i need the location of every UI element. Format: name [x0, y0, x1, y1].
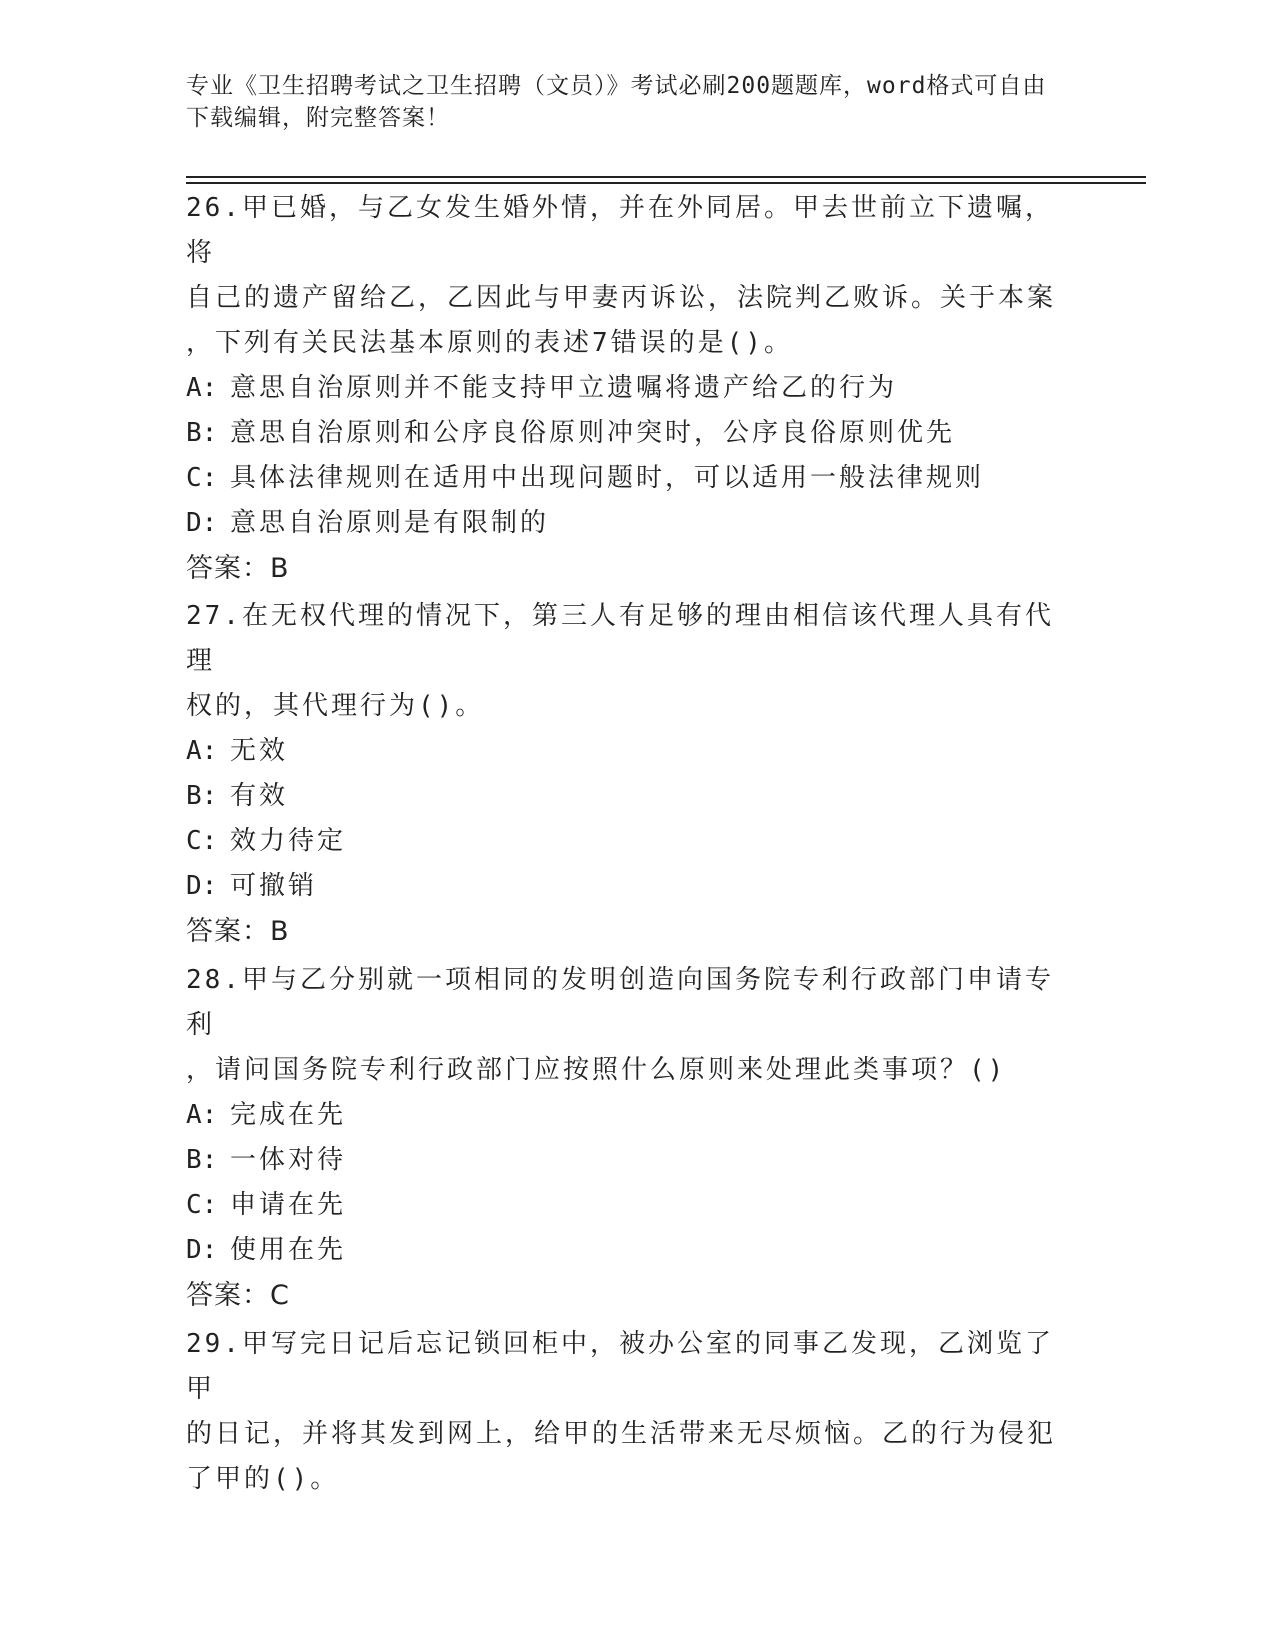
- question-line: 的日记，并将其发到网上，给甲的生活带来无尽烦恼。乙的行为侵犯: [186, 1419, 1057, 1449]
- option-text: 具体法律规则在适用中出现问题时，可以适用一般法律规则: [230, 463, 985, 493]
- answer-label: 答案：B: [186, 916, 290, 947]
- question-line: 权的，其代理行为()。: [186, 691, 485, 721]
- option-d: [186, 864, 1076, 909]
- question-line: 26.甲已婚，与乙女发生婚外情，并在外同居。甲去世前立下遗嘱，将: [186, 193, 1054, 268]
- question-line: 自己的遗产留给乙，乙因此与甲妻丙诉讼，法院判乙败诉。关于本案: [186, 283, 1057, 313]
- option-text: 意思自治原则并不能支持甲立遗嘱将遗产给乙的行为: [230, 373, 898, 403]
- option-text: 无效: [230, 736, 289, 766]
- question-27: [186, 594, 1076, 955]
- question-line: 了甲的()。: [186, 1464, 340, 1494]
- option-text: 一体对待: [230, 1145, 347, 1175]
- option-b: [186, 1138, 1076, 1183]
- option-text: 完成在先: [230, 1100, 347, 1130]
- question-line: 28.甲与乙分别就一项相同的发明创造向国务院专利行政部门申请专利: [186, 965, 1054, 1040]
- header-rule-bottom: [186, 182, 1146, 184]
- option-key: C:: [186, 463, 218, 493]
- option-text: 使用在先: [230, 1235, 347, 1265]
- option-key: D:: [186, 508, 218, 538]
- option-key: A:: [186, 373, 218, 403]
- option-c: [186, 819, 1076, 864]
- option-d: [186, 501, 1076, 546]
- option-key: D:: [186, 1235, 218, 1265]
- option-text: 效力待定: [230, 826, 347, 856]
- option-d: [186, 1228, 1076, 1273]
- option-text: 有效: [230, 781, 289, 811]
- option-text: 意思自治原则是有限制的: [230, 508, 550, 538]
- option-a: [186, 366, 1076, 411]
- question-line: 27.在无权代理的情况下，第三人有足够的理由相信该代理人具有代理: [186, 601, 1054, 676]
- question-29: [186, 1322, 1076, 1502]
- document-header: 专业《卫生招聘考试之卫生招聘（文员）》考试必刷200题题库，word格式可自由下载编辑，附完整答案！: [186, 73, 1047, 131]
- option-key: D:: [186, 871, 218, 901]
- option-b: [186, 411, 1076, 456]
- option-a: [186, 729, 1076, 774]
- question-line: 29.甲写完日记后忘记锁回柜中，被办公室的同事乙发现，乙浏览了甲: [186, 1329, 1054, 1404]
- option-b: [186, 774, 1076, 819]
- option-key: C:: [186, 1190, 218, 1220]
- option-key: A:: [186, 1100, 218, 1130]
- option-text: 可撤销: [230, 871, 318, 901]
- option-c: [186, 1183, 1076, 1228]
- option-key: B:: [186, 781, 218, 811]
- answer-label: 答案：C: [186, 1280, 290, 1311]
- option-text: 申请在先: [230, 1190, 347, 1220]
- header-rule-top: [186, 176, 1146, 178]
- option-key: B:: [186, 1145, 218, 1175]
- question-26: [186, 186, 1076, 592]
- option-key: C:: [186, 826, 218, 856]
- option-text: 意思自治原则和公序良俗原则冲突时，公序良俗原则优先: [230, 418, 956, 448]
- question-28: [186, 958, 1076, 1319]
- option-a: [186, 1093, 1076, 1138]
- option-key: B:: [186, 418, 218, 448]
- option-key: A:: [186, 736, 218, 766]
- question-line: ，请问国务院专利行政部门应按照什么原则来处理此类事项？(): [186, 1055, 1007, 1085]
- question-line: ，下列有关民法基本原则的表述7错误的是()。: [186, 328, 793, 358]
- answer-label: 答案：B: [186, 553, 290, 584]
- option-c: [186, 456, 1076, 501]
